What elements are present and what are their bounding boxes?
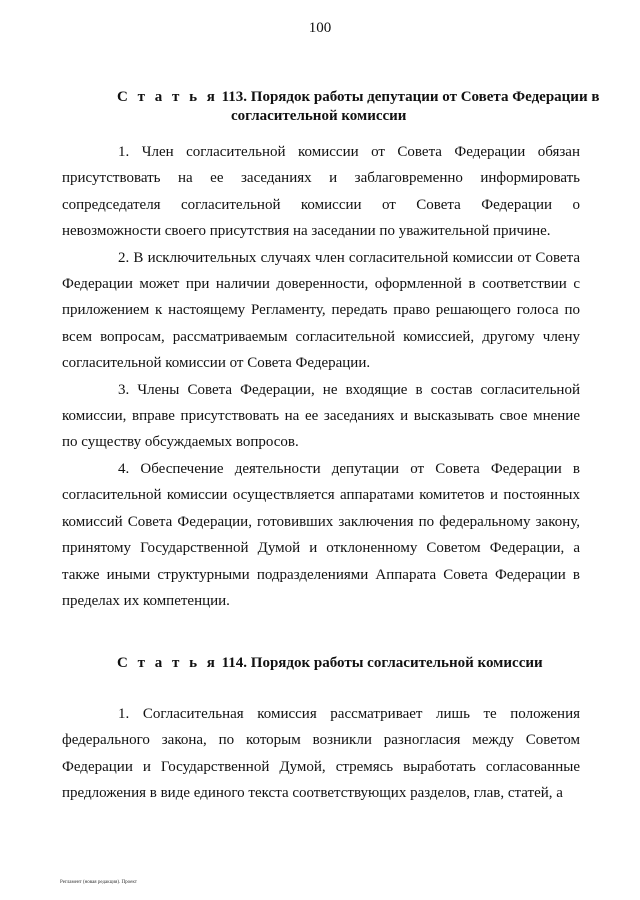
article-114-body bbox=[62, 701, 580, 807]
article-114-title-line1: 114. Порядок работы согласительной комиссии bbox=[217, 655, 543, 671]
paragraph: 3. Члены Совета Федерации, не входящие в состав согласительной комиссии, вправе присутствовать на ее заседаниях и высказывать свое мнение по существу обсуждаемых вопросов. bbox=[62, 381, 580, 451]
paragraph: 4. Обеспечение деятельности депутации от Совета Федерации в согласительной комиссии осуществляется аппаратами комитетов и постоянных комиссий Совета Федерации, готовивших заключения по федеральному закону, принятому Государственной Думой и отклоненному Советом Федерации, а также иными структурными подразделениями Аппарата Совета Федерации в пределах их компетенции. bbox=[62, 460, 580, 609]
article-114-heading bbox=[117, 654, 543, 673]
page-number: 100 bbox=[308, 20, 332, 36]
article-113-title-line2: согласительной комиссии bbox=[231, 108, 407, 124]
paragraph: 1. Согласительная комиссия рассматривает лишь те положения федерального закона, по которым возникли разногласия между Советом Федерации и Государственной Думой, стремясь выработать согласованные предложения в виде единого текста соответствующих разделов, глав, статей, а bbox=[62, 706, 580, 802]
page-footer: Регламент (новая редакция). Проект bbox=[60, 880, 137, 885]
article-113-title-line1: 113. Порядок работы депутации от Совета Федерации в bbox=[217, 89, 600, 105]
paragraph: 2. В исключительных случаях член согласительной комиссии от Совета Федерации может при наличии доверенности, оформленной в соответствии с приложением к настоящему Регламенту, передать право решающего голоса по всем вопросам, рассматриваемым согласительной комиссией, другому члену согласительной комиссии от Совета Федерации. bbox=[62, 249, 580, 372]
article-113-heading bbox=[117, 88, 599, 126]
article-label: С т а т ь я bbox=[117, 89, 218, 105]
paragraph: 1. Член согласительной комиссии от Совета Федерации обязан присутствовать на ее заседаниях и заблаговременно информировать сопредседателя согласительной комиссии от Совета Федерации о невозможности своего присутствия на заседании по уважительной причине. bbox=[62, 144, 580, 240]
article-label: С т а т ь я bbox=[117, 655, 218, 671]
article-113-body bbox=[62, 139, 580, 614]
